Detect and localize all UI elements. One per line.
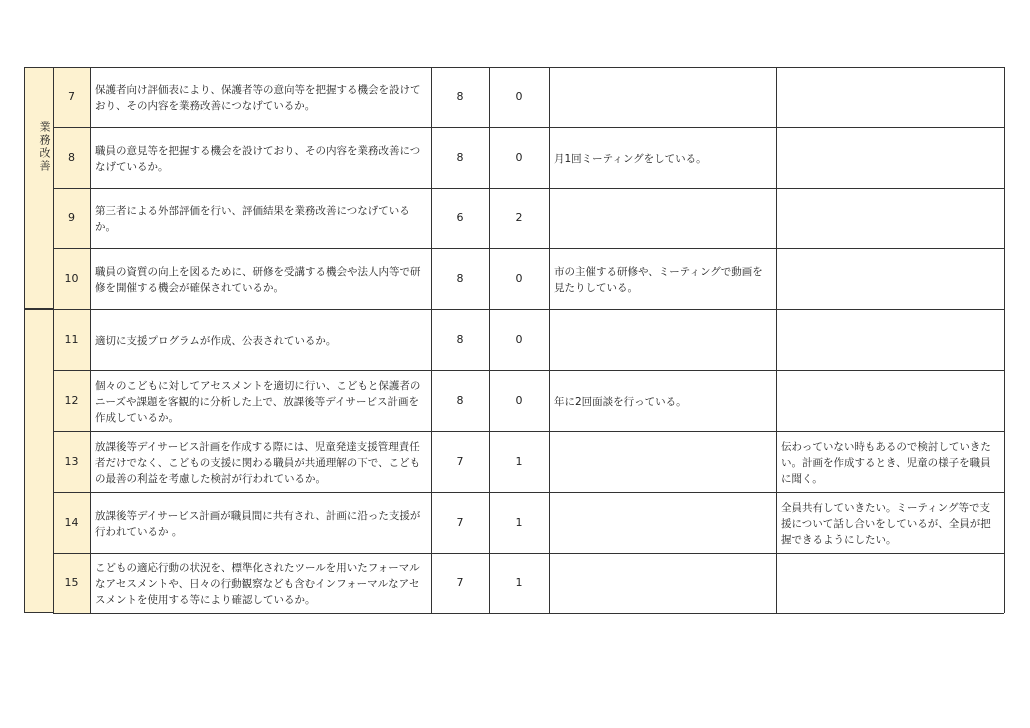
row-no-count: 0 [515, 332, 523, 346]
row-status: 年に2回面談を行っている。 [554, 395, 687, 408]
row-item-text: 職員の意見等を把握する機会を設けており、その内容を業務改善につなげているか。 [95, 144, 421, 173]
row-remarks [776, 67, 1004, 127]
vertical-rule [549, 67, 550, 613]
row-yes-count: 7 [456, 515, 464, 529]
row-remarks [776, 370, 1004, 431]
row-item-text: 放課後等デイサービス計画を作成する際には、児童発達支援管理責任者だけでなく、こどもの支援に関わる職員が共通理解の下で、こどもの最善の利益を考慮した検討が行われているか。 [95, 440, 421, 485]
category-rule [24, 612, 53, 613]
row-yes-count: 8 [456, 150, 464, 164]
vertical-rule [776, 67, 777, 613]
row-status [549, 67, 776, 127]
horizontal-rule [53, 309, 1004, 310]
row-status: 市の主催する研修や、ミーティングで動画を見たりしている。 [554, 265, 763, 294]
horizontal-rule [53, 188, 1004, 189]
horizontal-rule [53, 370, 1004, 371]
row-no-count: 1 [515, 454, 523, 468]
row-remarks [776, 127, 1004, 188]
row-remarks: 全員共有していきたい。ミーティング等で支援について話し合いをしているが、全員が把握できるようにしたい。 [781, 501, 991, 546]
vertical-rule [1004, 67, 1005, 613]
category-rule [24, 67, 53, 68]
row-item-text: 個々のこどもに対してアセスメントを適切に行い、こどもと保護者のニーズや課題を客観的に分析した上で、放課後等デイサービス計画を作成しているか。 [95, 379, 421, 424]
horizontal-rule [53, 492, 1004, 493]
category-cell-support-plan [24, 309, 53, 613]
row-status [549, 309, 776, 370]
row-item-text: 職員の資質の向上を図るために、研修を受講する機会や法人内等で研修を開催する機会が確保されているか。 [95, 265, 421, 294]
row-yes-count: 6 [456, 211, 464, 224]
row-no-count: 1 [515, 515, 523, 529]
row-no-count: 1 [515, 576, 523, 589]
row-no-count: 0 [515, 150, 523, 164]
horizontal-rule [53, 67, 1004, 68]
row-item-text: 保護者向け評価表により、保護者等の意向等を把握する機会を設けており、その内容を業務改善につなげているか。 [95, 84, 421, 112]
row-status [549, 492, 776, 553]
row-remarks: 伝わっていない時もあるので検討していきたい。計画を作成するとき、児童の様子を職員に聞く。 [781, 440, 991, 485]
row-yes-count: 7 [456, 454, 464, 468]
row-number: 14 [53, 492, 90, 553]
category-rule [24, 308, 53, 310]
row-no-count: 2 [515, 211, 523, 224]
horizontal-rule [53, 248, 1004, 249]
row-number: 15 [53, 553, 90, 613]
vertical-rule [24, 67, 25, 613]
row-item-text: 適切に支援プログラムが作成、公表されているか。 [95, 334, 337, 347]
row-no-count: 0 [515, 90, 523, 103]
row-remarks [776, 309, 1004, 370]
row-number: 7 [53, 67, 90, 127]
row-number: 9 [53, 188, 90, 248]
category-label: 業務改善 [38, 121, 51, 173]
row-yes-count: 8 [456, 332, 464, 346]
category-cell-improvement [24, 67, 53, 308]
row-remarks [776, 188, 1004, 248]
row-status [549, 553, 776, 613]
row-item-text: 放課後等デイサービス計画が職員間に共有され、計画に沿った支援が行われているか 。 [95, 509, 421, 538]
row-item-text: こどもの適応行動の状況を、標準化されたツールを用いたフォーマルなアセスメントや、日々の行動観察なども含むインフォーマルなアセスメントを使用する等により確認しているか。 [95, 562, 420, 606]
vertical-rule [489, 67, 490, 613]
horizontal-rule [53, 613, 1004, 614]
row-number: 8 [53, 127, 90, 188]
row-number: 12 [53, 370, 90, 431]
row-number: 11 [53, 309, 90, 370]
vertical-rule [53, 67, 54, 613]
row-yes-count: 8 [456, 393, 464, 407]
row-status: 月1回ミーティングをしている。 [554, 152, 707, 165]
vertical-rule [431, 67, 432, 613]
row-yes-count: 8 [456, 271, 464, 285]
row-number: 13 [53, 431, 90, 492]
row-status [549, 431, 776, 492]
horizontal-rule [53, 127, 1004, 128]
row-number: 10 [53, 248, 90, 309]
row-no-count: 0 [515, 393, 523, 407]
row-remarks [776, 553, 1004, 613]
row-no-count: 0 [515, 271, 523, 285]
row-remarks [776, 248, 1004, 309]
row-item-text: 第三者による外部評価を行い、評価結果を業務改善につなげているか。 [95, 205, 410, 233]
horizontal-rule [53, 553, 1004, 554]
row-yes-count: 8 [456, 90, 464, 103]
horizontal-rule [53, 431, 1004, 432]
vertical-rule [90, 67, 91, 613]
row-yes-count: 7 [456, 576, 464, 589]
row-status [549, 188, 776, 248]
